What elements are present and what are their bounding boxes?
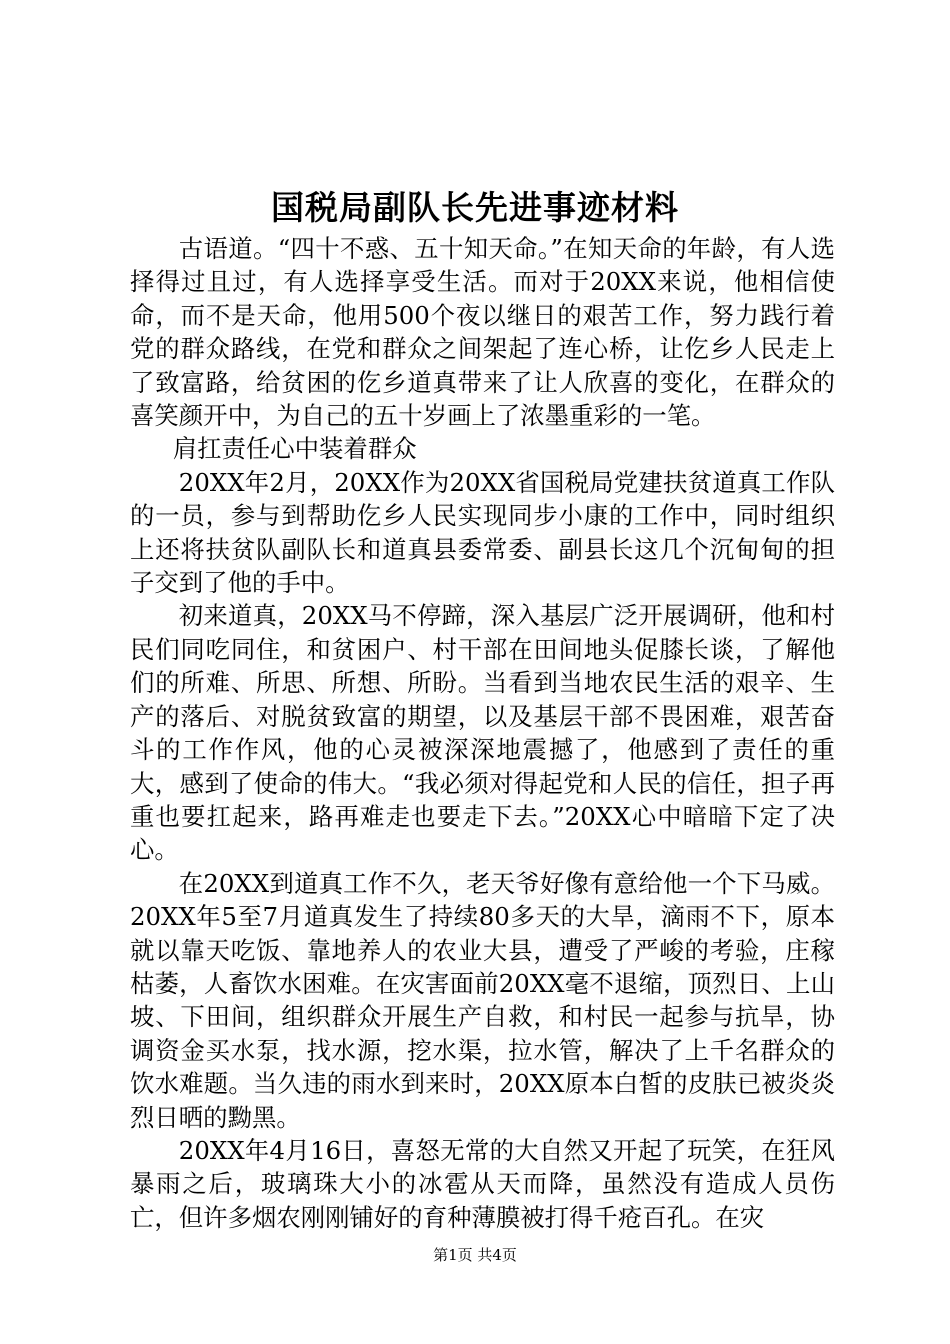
document-body [130, 232, 835, 1234]
page-footer: 第1页 共4页 [433, 1246, 517, 1264]
paragraph: 在20XX到道真工作不久，老天爷好像有意给他一个下马威。20XX年5至7月道真发生了持续80多天的大旱，滴雨不下，原本就以靠天吃饭、靠地养人的农业大县，遭受了严峻的考验，庄稼枯萎，人畜饮水困难。在灾害面前20XX毫不退缩，顶烈日、上山坡、下田间，组织群众开展生产自救，和村民一起参与抗旱，协调资金买水泵，找水源，挖水渠，拉水管，解决了上千名群众的饮水难题。当久违的雨水到来时，20XX原本白皙的皮肤已被炎炎烈日晒的黝黑。 [130, 868, 835, 1132]
paragraph: 20XX年4月16日，喜怒无常的大自然又开起了玩笑，在狂风暴雨之后，玻璃珠大小的冰雹从天而降，虽然没有造成人员伤亡，但许多烟农刚刚铺好的育种薄膜被打得千疮百孔。在灾 [130, 1135, 835, 1232]
paragraph: 古语道。“四十不惑、五十知天命。”在知天命的年龄，有人选择得过且过，有人选择享受生活。而对于20XX来说，他相信使命，而不是天命，他用500个夜以继日的艰苦工作，努力践行着党的群众路线，在党和群众之间架起了连心桥，让仡乡人民走上了致富路，给贫困的仡乡道真带来了让人欣喜的变化，在群众的喜笑颜开中，为自己的五十岁画上了浓墨重彩的一笔。 [130, 234, 835, 431]
document-title: 国税局副队长先进事迹材料 [271, 188, 679, 227]
paragraph: 20XX年2月，20XX作为20XX省国税局党建扶贫道真工作队的一员，参与到帮助仡乡人民实现同步小康的工作中，同时组织上还将扶贫队副队长和道真县委常委、副县长这几个沉甸甸的担子交到了他的手中。 [130, 467, 835, 598]
paragraph: 初来道真，20XX马不停蹄，深入基层广泛开展调研，他和村民们同吃同住，和贫困户、村干部在田间地头促膝长谈，了解他们的所难、所思、所想、所盼。当看到当地农民生活的艰辛、生产的落后、对脱贫致富的期望，以及基层干部不畏困难，艰苦奋斗的工作作风，他的心灵被深深地震撼了，他感到了责任的重大，感到了使命的伟大。“我必须对得起党和人民的信任，担子再重也要扛起来，路再难走也要走下去。”20XX心中暗暗下定了决心。 [130, 601, 835, 865]
section-heading: 肩扛责任心中装着群众 [172, 434, 417, 464]
